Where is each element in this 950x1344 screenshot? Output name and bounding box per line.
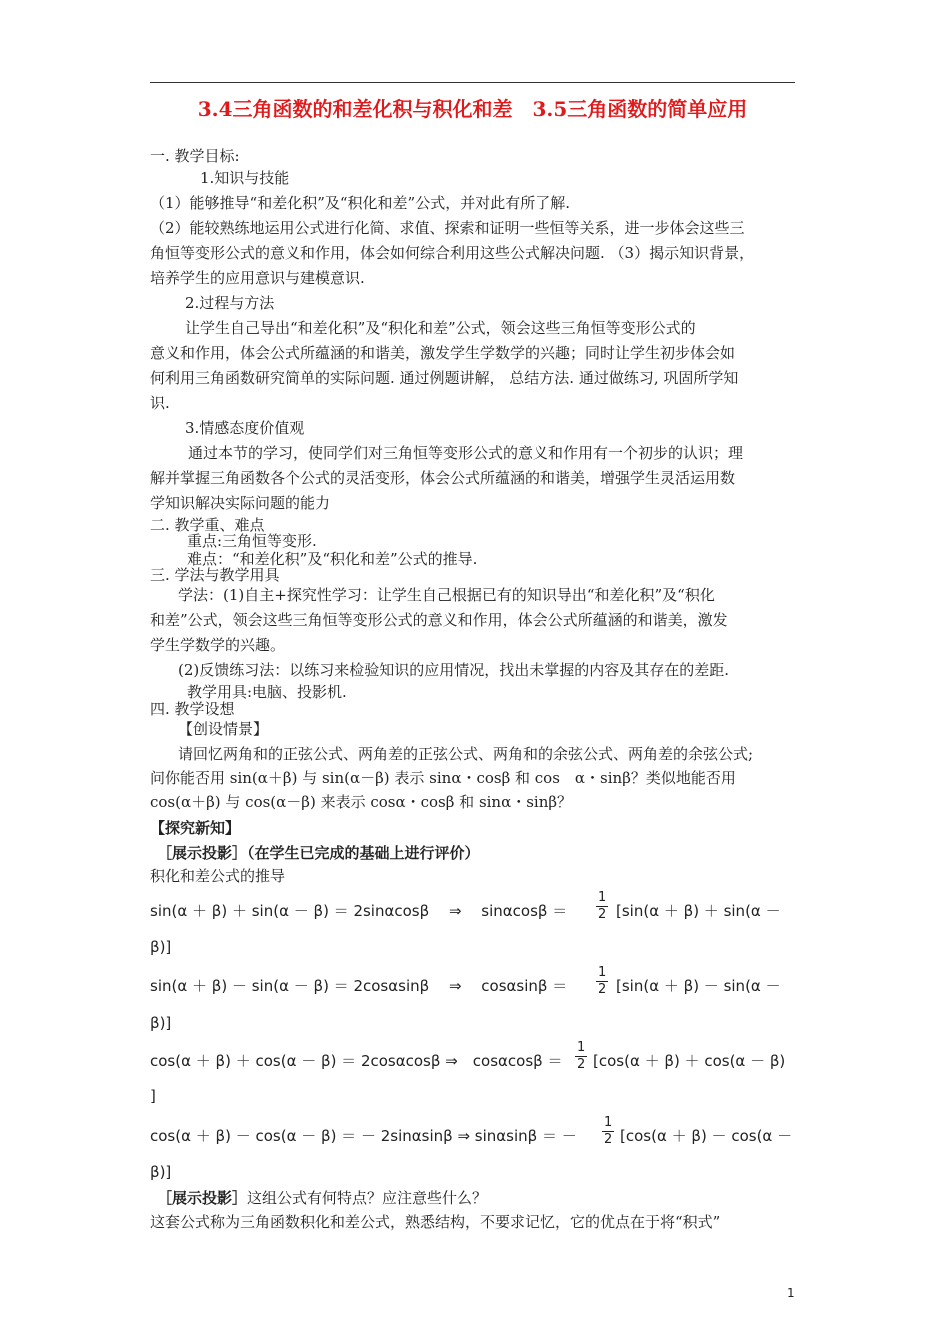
formula-3-cont: ] (150, 1087, 156, 1105)
page-title: 3.4三角函数的和差化积与积化和差 3.5三角函数的简单应用 (197, 97, 748, 121)
subheading-knowledge: 1.知识与技能 (200, 169, 290, 187)
paragraph: 培养学生的应用意识与建模意识. (150, 269, 365, 287)
paragraph: 通过本节的学习，使同学们对三角恒等变形公式的意义和作用有一个初步的认识；理 (188, 444, 744, 462)
formula-lhs: sin(α ＋ β) ＋ sin(α － β) ＝ 2sinαcosβ ⇒ sinαcosβ ＝ (150, 902, 568, 920)
paragraph: 问你能否用 sin(α＋β) 与 sin(α－β) 表示 sinα・cosβ 和 cos α・sinβ？类似地能否用 (150, 769, 736, 787)
paragraph: 意义和作用，体会公式所蕴涵的和谐美，激发学生学数学的兴趣；同时让学生初步体会如 (150, 344, 736, 362)
section-heading-3: 三. 学法与教学用具 (150, 566, 280, 584)
formula-lhs: cos(α ＋ β) ＋ cos(α － β) ＝ 2cosαcosβ ⇒ cosαcosβ ＝ (150, 1052, 563, 1070)
paragraph: 角恒等变形公式的意义和作用，体会如何综合利用这些公式解决问题. （3）揭示知识背景， (150, 244, 755, 262)
formula-2-cont: β)] (150, 1014, 172, 1032)
numerator: 1 (577, 1040, 586, 1055)
paragraph: 难点：“和差化积”及“积化和差”公式的推导. (187, 550, 478, 568)
paragraph: 和差”公式，领会这些三角恒等变形公式的意义和作用，体会公式所蕴涵的和谐美，激发 (150, 611, 728, 629)
denominator: 2 (598, 907, 607, 922)
header-rule (150, 82, 795, 83)
paragraph: 积化和差公式的推导 (150, 867, 286, 885)
formula-1-cont: β)] (150, 938, 172, 956)
numerator: 1 (604, 1115, 613, 1130)
paragraph (157, 1188, 487, 1208)
paragraph: 教学用具:电脑、投影机. (187, 683, 347, 701)
paragraph: 重点:三角恒等变形. (187, 532, 317, 550)
subheading-process: 2.过程与方法 (185, 294, 275, 312)
section-heading-1: 一. 教学目标: (150, 147, 240, 165)
paragraph: (2)反馈练习法：以练习来检验知识的应用情况，找出未掌握的内容及其存在的差距. (178, 661, 730, 679)
bracket-label: ［展示投影］ (157, 1189, 248, 1207)
denominator: 2 (598, 982, 607, 997)
formula-rhs: [cos(α ＋ β) ＋ cos(α － β) (593, 1052, 786, 1070)
question-text: 这组公式有何特点？应注意些什么？ (247, 1189, 488, 1207)
paragraph: 让学生自己导出“和差化积”及“积化和差”公式，领会这些三角恒等变形公式的 (185, 319, 696, 337)
page-number: 1 (787, 1286, 795, 1300)
fraction (602, 1115, 614, 1148)
paragraph: 何利用三角函数研究简单的实际问题. 通过例题讲解， 总结方法. 通过做练习, 巩固所学知 (150, 369, 739, 387)
bracket-heading: ［展示投影］（在学生已完成的基础上进行评价） (157, 844, 480, 862)
numerator: 1 (598, 965, 607, 980)
formula-4-cont: β)] (150, 1163, 172, 1181)
section-heading-2: 二. 教学重、难点 (150, 516, 265, 534)
section-heading-4: 四. 教学设想 (150, 700, 235, 718)
fraction (575, 1040, 587, 1073)
formula-rhs: [sin(α ＋ β) ＋ sin(α － (616, 902, 781, 920)
formula-rhs: [sin(α ＋ β) － sin(α － (616, 977, 781, 995)
fraction (596, 890, 608, 923)
denominator: 2 (604, 1132, 613, 1147)
paragraph: （1）能够推导“和差化积”及“积化和差”公式，并对此有所了解. (150, 194, 570, 212)
fraction (596, 965, 608, 998)
numerator: 1 (598, 890, 607, 905)
formula-rhs: [cos(α ＋ β) － cos(α － (620, 1127, 793, 1145)
paragraph: 学生学数学的兴趣。 (150, 636, 286, 654)
paragraph: 识. (150, 394, 170, 412)
paragraph: （2）能较熟练地运用公式进行化简、求值、探索和证明一些恒等关系，进一步体会这些三 (150, 219, 745, 237)
bracket-heading: 【探究新知】 (150, 819, 241, 837)
paragraph: 学法：(1)自主+探究性学习：让学生自己根据已有的知识导出“和差化积”及“积化 (178, 586, 715, 604)
subheading-attitude: 3.情感态度价值观 (185, 419, 305, 437)
paragraph: cos(α＋β) 与 cos(α－β) 来表示 cosα・cosβ 和 sinα・sinβ？ (150, 793, 573, 811)
formula-lhs: sin(α ＋ β) － sin(α － β) ＝ 2cosαsinβ ⇒ cosαsinβ ＝ (150, 977, 568, 995)
paragraph: 请回忆两角和的正弦公式、两角差的正弦公式、两角和的余弦公式、两角差的余弦公式; (178, 745, 754, 763)
paragraph: 这套公式称为三角函数积化和差公式，熟悉结构，不要求记忆，它的优点在于将“积式” (150, 1213, 721, 1231)
bracket-heading: 【创设情景】 (178, 720, 269, 738)
formula-lhs: cos(α ＋ β) － cos(α － β) ＝ － 2sinαsinβ ⇒ sinαsinβ ＝ － (150, 1127, 577, 1145)
paragraph: 学知识解决实际问题的能力 (150, 494, 331, 512)
denominator: 2 (577, 1057, 586, 1072)
paragraph: 解并掌握三角函数各个公式的灵活变形，体会公式所蕴涵的和谐美，增强学生灵活运用数 (150, 469, 736, 487)
